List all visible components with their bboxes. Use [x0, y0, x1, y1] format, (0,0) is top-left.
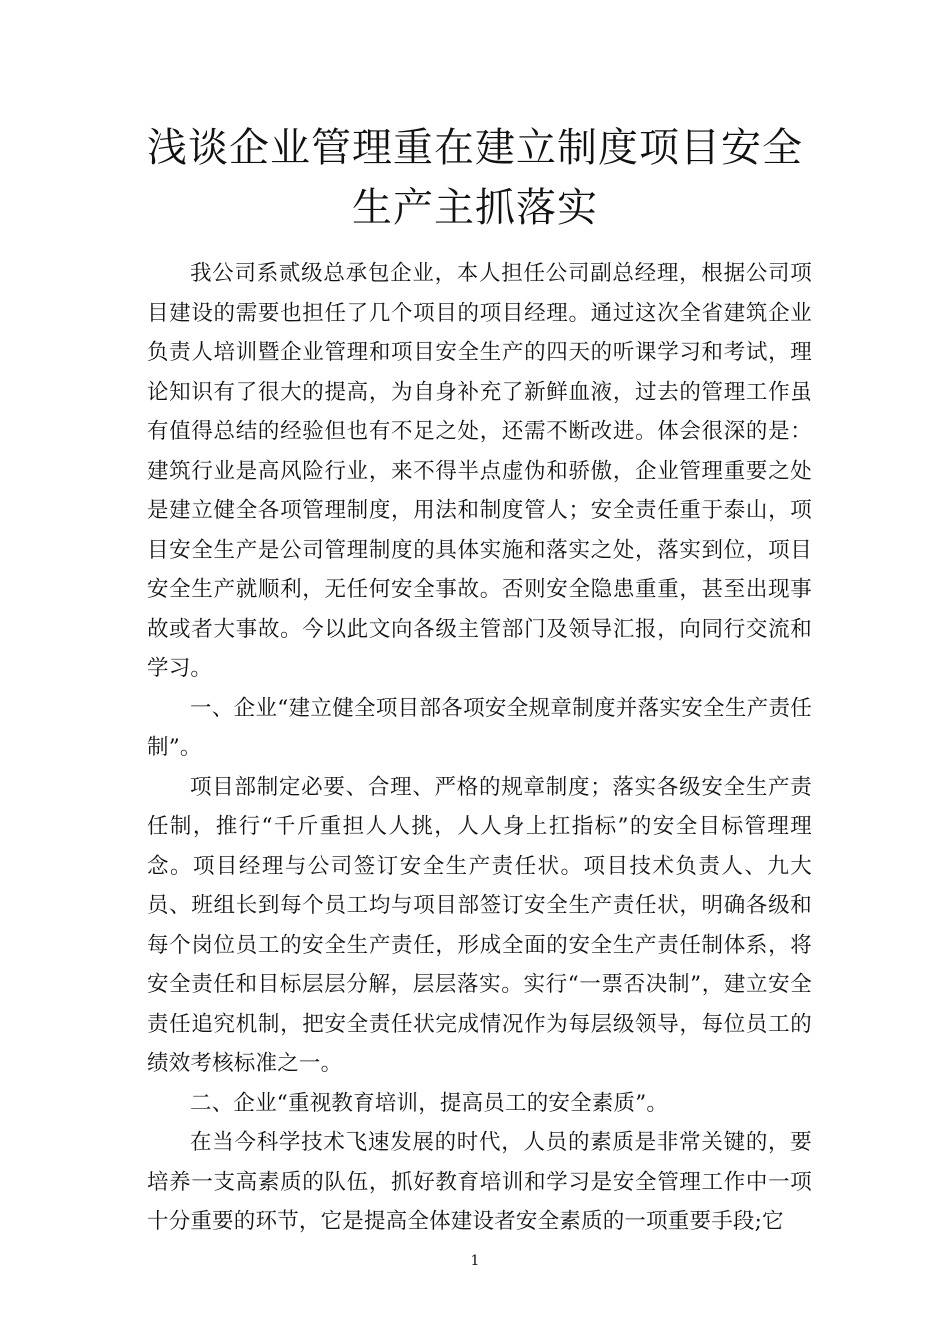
section-1-paragraph: 项目部制定必要、合理、严格的规章制度；落实各级安全生产责任制，推行“千斤重担人人挑，人人身上扛指标”的安全目标管理理念。项目经理与公司签订安全生产责任状。项目技术负责人、九大员、班组长到每个员工均与项目部签订安全生产责任状，明确各级和每个岗位员工的安全生产责任，形成全面的安全生产责任制体系，将安全责任和目标层层分解，层层落实。实行“一票否决制”，建立安全责任追究机制，把安全责任状完成情况作为每层级领导，每位员工的绩效考核标准之一。	[147, 774, 812, 1076]
section-2-paragraph: 在当今科学技术飞速发展的时代，人员的素质是非常关键的，要培养一支高素质的队伍，抓好教育培训和学习是安全管理工作中一项十分重要的环节，它是提高全体建设者安全素质的一项重要手段;它	[147, 1130, 812, 1234]
section-heading-1: 一、企业“建立健全项目部各项安全规章制度并落实安全生产责任制”。	[147, 695, 812, 760]
section-heading-2: 二、企业“重视教育培训，提高员工的安全素质”。	[190, 1090, 669, 1116]
document-title	[120, 118, 830, 238]
page-number: 1	[470, 1253, 480, 1269]
title-line-1: 浅谈企业管理重在建立制度项目安全	[147, 125, 803, 171]
intro-paragraph: 我公司系贰级总承包企业，本人担任公司副总经理，根据公司项目建设的需要也担任了几个项目的项目经理。通过这次全省建筑企业负责人培训暨企业管理和项目安全生产的四天的听课学习和考试，理论知识有了很大的提高，为自身补充了新鲜血液，过去的管理工作虽有值得总结的经验但也有不足之处，还需不断改进。体会很深的是：建筑行业是高风险行业，来不得半点虚伪和骄傲，企业管理重要之处是建立健全各项管理制度，用法和制度管人；安全责任重于泰山，项目安全生产是公司管理制度的具体实施和落实之处，落实到位，项目安全生产就顺利，无任何安全事故。否则安全隐患重重，甚至出现事故或者大事故。今以此文向各级主管部门及领导汇报，向同行交流和学习。	[147, 261, 812, 681]
document-body	[147, 254, 812, 1242]
title-line-2: 生产主抓落实	[352, 185, 598, 231]
